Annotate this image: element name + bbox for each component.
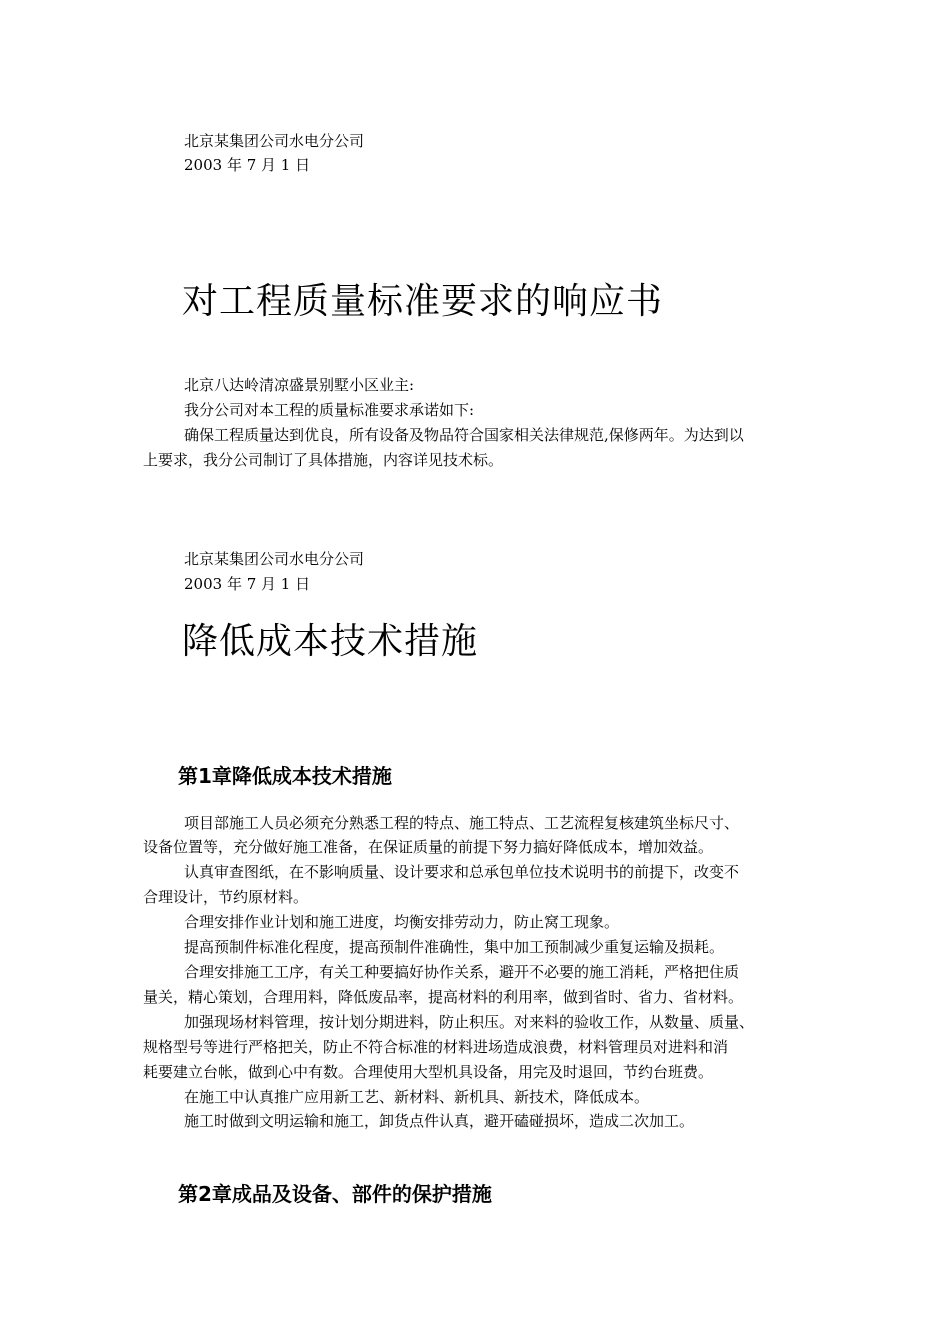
paragraph-line: 提高预制件标准化程度，提高预制件准确性，集中加工预制减少重复运输及损耗。 <box>184 938 725 956</box>
paragraph-line: 合理安排作业计划和施工进度，均衡安排劳动力，防止窝工现象。 <box>184 913 620 931</box>
paragraph-line: 在施工中认真推广应用新工艺、新材料、新机具、新技术，降低成本。 <box>184 1088 650 1106</box>
promise-line-2: 上要求，我分公司制订了具体措施，内容详见技术标。 <box>143 451 504 469</box>
measures-title: 降低成本技术措施 <box>182 621 479 662</box>
paragraph-line: 项目部施工人员必须充分熟悉工程的特点、施工特点、工艺流程复核建筑坐标尺寸、 <box>184 814 740 832</box>
paragraph-line: 认真审查图纸，在不影响质量、设计要求和总承包单位技术说明书的前提下，改变不 <box>184 863 740 881</box>
paragraph-line: 规格型号等进行严格把关，防止不符合标准的材料进场造成浪费，材料管理员对进料和消 <box>143 1038 729 1056</box>
header-company: 北京某集团公司水电分公司 <box>184 132 365 150</box>
promise-line-1: 确保工程质量达到优良，所有设备及物品符合国家相关法律规范,保修两年。为达到以 <box>184 426 744 444</box>
paragraph-line: 加强现场材料管理，按计划分期进料，防止积压。对来料的验收工作，从数量、质量、 <box>184 1013 755 1031</box>
response-title: 对工程质量标准要求的响应书 <box>182 281 664 322</box>
paragraph-line: 合理安排施工工序，有关工种要搞好协作关系，避开不必要的施工消耗，严格把住质 <box>184 963 740 981</box>
signature-date: 2003 年 7 月 1 日 <box>184 575 311 593</box>
intro-text: 我分公司对本工程的质量标准要求承诺如下: <box>184 401 475 419</box>
paragraph-line: 量关，精心策划，合理用料，降低废品率，提高材料的利用率，做到省时、省力、省材料。 <box>143 988 744 1006</box>
salutation: 北京八达岭清凉盛景别墅小区业主: <box>184 376 415 394</box>
paragraph-line: 合理设计，节约原材料。 <box>143 888 309 906</box>
paragraph-line: 耗要建立台帐，做到心中有数。合理使用大型机具设备，用完及时退回，节约台班费。 <box>143 1063 714 1081</box>
chapter-1-heading: 第1章降低成本技术措施 <box>178 764 392 788</box>
header-date: 2003 年 7 月 1 日 <box>184 156 311 174</box>
signature-company: 北京某集团公司水电分公司 <box>184 550 365 568</box>
paragraph-line: 施工时做到文明运输和施工，卸货点件认真，避开磕碰损坏，造成二次加工。 <box>184 1112 695 1130</box>
chapter-2-heading: 第2章成品及设备、部件的保护措施 <box>178 1182 492 1206</box>
paragraph-line: 设备位置等，充分做好施工准备，在保证质量的前提下努力搞好降低成本，增加效益。 <box>143 838 714 856</box>
